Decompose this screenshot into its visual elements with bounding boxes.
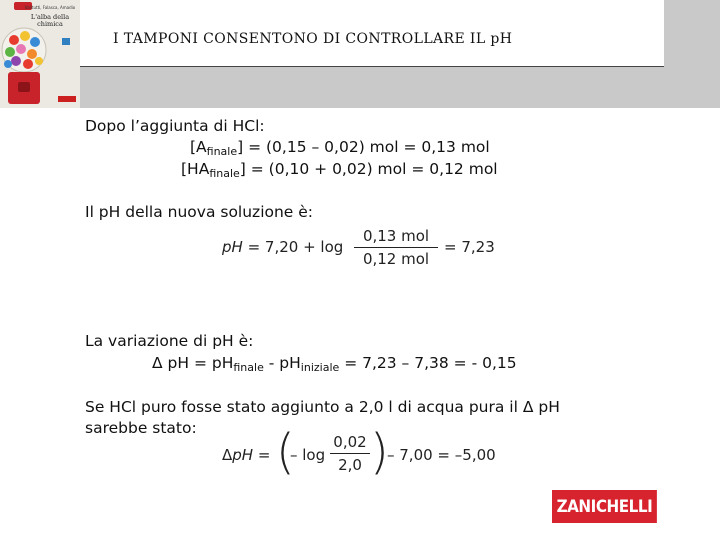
equation-a-finale [190, 138, 490, 156]
eq1-part-a: [A [190, 138, 207, 156]
p2-intro: Il pH della nuova soluzione è: [85, 203, 314, 221]
formula-delta-lhs [222, 446, 270, 464]
formula-delta-fraction [330, 432, 370, 475]
formula-delta-minus-log: – log [290, 446, 326, 464]
book-title: L'alba della chimica [30, 13, 70, 28]
formula-ph-lhs [222, 238, 343, 256]
fraction2-numerator: 0,02 [333, 433, 367, 451]
formula-delta-result: – 7,00 = –5,00 [387, 446, 496, 464]
formula-ph-symbol: pH [222, 238, 243, 256]
formula-ph-fraction [354, 226, 438, 269]
eq3-subscript-iniziale: iniziale [300, 361, 340, 374]
p4-line1: Se HCl puro fosse stato aggiunto a 2,0 l di acqua pura il Δ pH [85, 398, 560, 416]
right-paren-icon: ) [370, 424, 389, 480]
title-area [80, 0, 664, 67]
eq3-subscript-finale: finale [233, 361, 264, 374]
fraction-denominator: 0,12 mol [362, 250, 430, 268]
page-title: I TAMPONI CONSENTONO DI CONTROLLARE IL pH [113, 31, 513, 47]
fraction2-bar [330, 453, 370, 454]
formula-delta-ph-symbol: pH [232, 446, 254, 464]
eq2-part-a: [HA [181, 160, 210, 178]
eq2-part-b: ] = (0,10 + 0,02) mol = 0,12 mol [239, 160, 498, 178]
eq3-part-c: = 7,23 – 7,38 = - 0,15 [339, 354, 517, 372]
book-author: Valitutti, Falasca, Amadio [24, 5, 76, 10]
left-paren-icon: ( [276, 424, 295, 480]
fraction-numerator: 0,13 mol [362, 227, 430, 245]
zanichelli-logo: ZANICHELLI [552, 490, 657, 523]
equation-delta-ph [152, 354, 517, 372]
delta-symbol: Δ [222, 446, 233, 464]
formula-ph-equals-log: = 7,20 + log [242, 238, 344, 256]
eq3-part-a: Δ pH = pH [152, 354, 234, 372]
p4-line2: sarebbe stato: [85, 419, 197, 437]
eq1-subscript: finale [206, 145, 238, 158]
fraction2-denominator: 2,0 [338, 456, 362, 474]
formula-delta-equals: = [253, 446, 271, 464]
book-cover-image [0, 0, 80, 108]
equation-ha-finale [181, 160, 498, 178]
book-mark-icon [62, 38, 70, 45]
eq3-part-b: - pH [263, 354, 301, 372]
eq2-subscript: finale [209, 167, 240, 180]
book-badge-icon [58, 96, 76, 102]
fraction-bar [354, 247, 438, 248]
formula-ph-result: = 7,23 [444, 238, 495, 256]
p3-intro: La variazione di pH è: [85, 332, 254, 350]
eq1-part-b: ] = (0,15 – 0,02) mol = 0,13 mol [237, 138, 490, 156]
p1-intro: Dopo l’aggiunta di HCl: [85, 117, 265, 135]
